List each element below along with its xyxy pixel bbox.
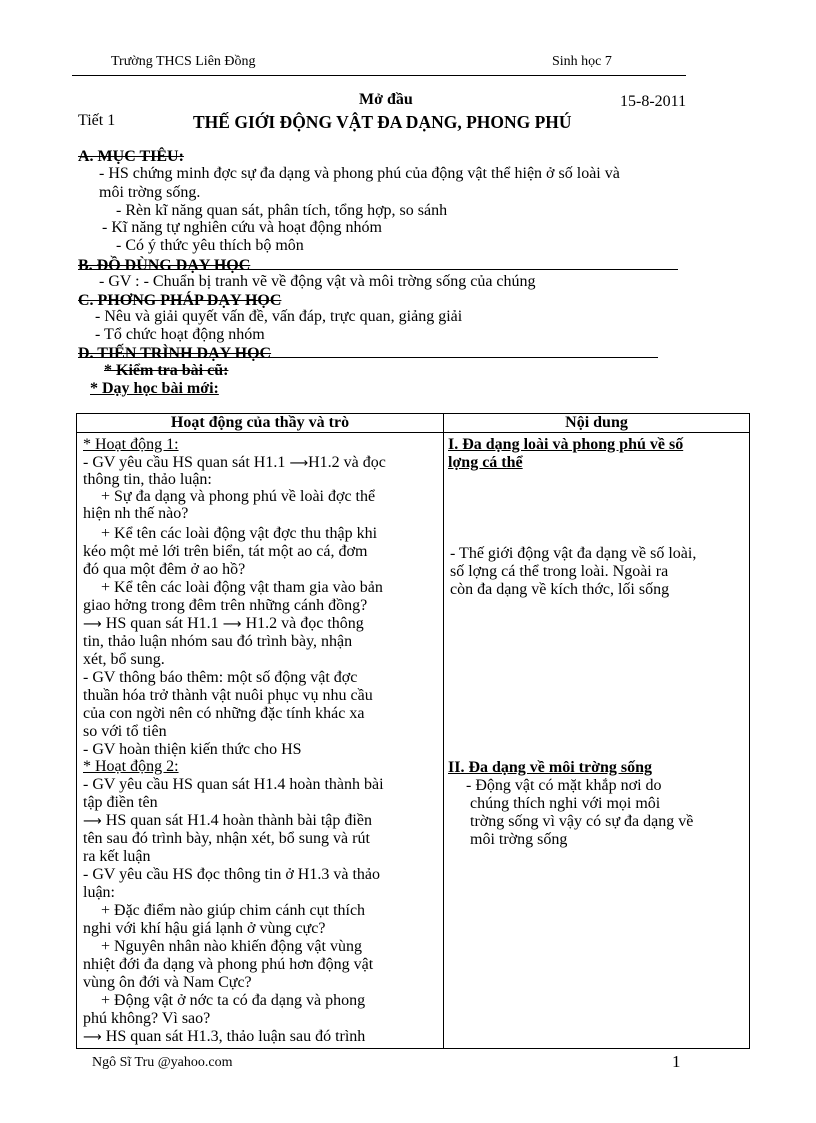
content-line: chúng thích nghi với mọi môi <box>470 795 661 812</box>
activity-line: phú không? Vì sao? <box>83 1010 211 1027</box>
activity-line: luận: <box>83 884 115 901</box>
new-lesson-teaching: * Dạy học bài mới: <box>90 380 219 397</box>
lesson-table <box>76 413 750 1049</box>
content-line: - Thế giới động vật đa dạng về số loài, <box>450 545 697 562</box>
arrow-right-icon: ⟶ <box>83 1030 106 1045</box>
activity-text: H1.2 và đọc <box>308 454 386 471</box>
activity-line: + Kể tên các loài động vật tham gia vào bản <box>101 579 383 596</box>
section-c-line: - Tổ chức hoạt động nhóm <box>95 326 265 343</box>
activity-line: xét, bổ sung. <box>83 651 165 668</box>
lesson-title: THẾ GIỚI ĐỘNG VẬT ĐA DẠNG, PHONG PHÚ <box>193 112 572 132</box>
content-line: môi trờng sống <box>470 831 568 848</box>
page-number: 1 <box>672 1052 681 1071</box>
activity-line <box>83 812 372 830</box>
activity-line: vùng ôn đới và Nam Cực? <box>83 974 252 991</box>
activity-line: của con ngời nên có những đặc tính khác xa <box>83 705 365 722</box>
activity-line: thuần hóa trở thành vật nuôi phục vụ nhu cầu <box>83 687 373 704</box>
footer-rule <box>76 1048 749 1049</box>
activity-line: tin, thảo luận nhóm sau đó trình bày, nhận <box>83 633 353 650</box>
section-d-label: D. TIẾN TRÌNH DẠY HỌC <box>78 345 272 362</box>
content-line: còn đa dạng về kích thớc, lối sống <box>450 581 670 598</box>
section-a-line: môi trờng sống. <box>99 184 201 201</box>
column-header-content: Nội dung <box>444 414 750 433</box>
section-c-label: C. PHƠNG PHÁP DẠY HỌC <box>78 292 282 309</box>
activity-text: HS quan sát H1.3, thảo luận sau đó trình <box>105 1028 366 1045</box>
content-section-2-title: II. Đa dạng về môi trờng sống <box>448 759 652 776</box>
section-a-line: - Kĩ năng tự nghiên cứu và hoạt động nhóm <box>102 219 382 236</box>
section-b-rule <box>78 269 678 270</box>
content-line: số lợng cá thể trong loài. Ngoài ra <box>450 563 669 580</box>
school-name: Trường THCS Liên Đồng <box>111 54 256 69</box>
activity-line: + Sự đa dạng và phong phú về loài đợc thể <box>101 488 376 505</box>
activity-line: tập điền tên <box>83 794 158 811</box>
lesson-small-title: Mở đầu <box>359 91 413 108</box>
activity-line: ra kết luận <box>83 848 151 865</box>
content-cell <box>444 433 750 1049</box>
activity-heading <box>83 436 179 453</box>
content-line: trờng sống vì vậy có sự đa dạng về <box>470 813 694 830</box>
content-section-1-title: lợng cá thể <box>448 454 523 471</box>
activity-line: + Động vật ở nớc ta có đa dạng và phong <box>101 992 366 1009</box>
activity-line: nghi với khí hậu giá lạnh ở vùng cực? <box>83 920 326 937</box>
footer-author: Ngô Sĩ Tru @yahoo.com <box>92 1055 233 1070</box>
activity-line: + Nguyên nhân nào khiến động vật vùng <box>101 938 362 955</box>
activity-line: - GV hoàn thiện kiến thức cho HS <box>83 741 302 758</box>
arrow-right-icon: ⟶ <box>83 617 106 632</box>
activity-line: - GV thông báo thêm: một số động vật đợc <box>83 669 358 686</box>
section-a-line: - Rèn kĩ năng quan sát, phân tích, tổng hợp, so sánh <box>116 202 448 219</box>
activity-line: + Đặc điểm nào giúp chim cánh cụt thích <box>101 902 366 919</box>
section-a-label: A. MỤC TIÊU: <box>78 148 184 165</box>
lesson-period: Tiết 1 <box>78 112 116 129</box>
activity-heading <box>83 758 179 775</box>
activity-2-label: * Hoạt động 2: <box>83 758 179 775</box>
section-b-line: - GV : - Chuẩn bị tranh vẽ về động vật và môi trờng sống của chúng <box>99 273 536 290</box>
activities-cell <box>77 433 444 1049</box>
activity-line: nhiệt đới đa dạng và phong phú hơn động vật <box>83 956 374 973</box>
arrow-right-icon: ⟶ <box>218 617 246 632</box>
activity-text: HS quan sát H1.4 hoàn thành bài tập điền <box>105 812 372 829</box>
activity-line: giao hởng trong đêm trên những cánh đồng? <box>83 597 368 614</box>
content-section-1-title: I. Đa dạng loài và phong phú về số <box>448 436 684 453</box>
activity-line: đó qua một đêm ở ao hồ? <box>83 561 246 578</box>
column-header-activities: Hoạt động của thầy và trò <box>77 414 444 433</box>
activity-line <box>83 1028 365 1046</box>
content-line: - Động vật có mặt khắp nơi do <box>466 777 662 794</box>
arrow-right-icon: ⟶ <box>83 814 106 829</box>
section-c-line: - Nêu và giải quyết vấn đề, vấn đáp, trực quan, giảng giải <box>95 308 463 325</box>
activity-line: - GV yêu cầu HS quan sát H1.4 hoàn thành bài <box>83 776 384 793</box>
activity-line: thông tin, thảo luận: <box>83 471 212 488</box>
activity-line: hiện nh thế nào? <box>83 505 189 522</box>
lesson-date: 15-8-2011 <box>620 93 687 110</box>
activity-line: tên sau đó trình bày, nhận xét, bổ sung và rút <box>83 830 370 847</box>
section-d-rule <box>78 357 658 358</box>
activity-line <box>83 454 386 472</box>
activity-line <box>83 615 364 633</box>
activity-1-label: * Hoạt động 1: <box>83 436 179 453</box>
section-b-label: B. ĐỒ DÙNG DẠY HỌC <box>78 257 251 274</box>
subject-name: Sinh học 7 <box>552 54 612 69</box>
arrow-right-icon: ⟶ <box>285 456 309 471</box>
activity-line: so với tổ tiên <box>83 723 167 740</box>
section-a-line: - HS chứng minh đợc sự đa dạng và phong phú của động vật thể hiện ở số loài và <box>99 165 620 182</box>
old-lesson-review: * Kiểm tra bài cũ: <box>104 362 229 379</box>
section-d-item <box>104 362 228 380</box>
section-a-line: - Có ý thức yêu thích bộ môn <box>116 237 304 254</box>
header-rule <box>72 75 686 76</box>
activity-text: H1.2 và đọc thông <box>245 615 364 632</box>
section-d-item <box>90 380 219 398</box>
activity-line: kéo một mẻ lới trên biển, tát một ao cá, đơm <box>83 543 368 560</box>
activity-text: HS quan sát H1.1 <box>105 615 219 632</box>
activity-line: - GV yêu cầu HS đọc thông tin ở H1.3 và thảo <box>83 866 381 883</box>
activity-line: + Kể tên các loài động vật đợc thu thập khi <box>101 525 378 542</box>
activity-text: - GV yêu cầu HS quan sát H1.1 <box>83 454 286 471</box>
